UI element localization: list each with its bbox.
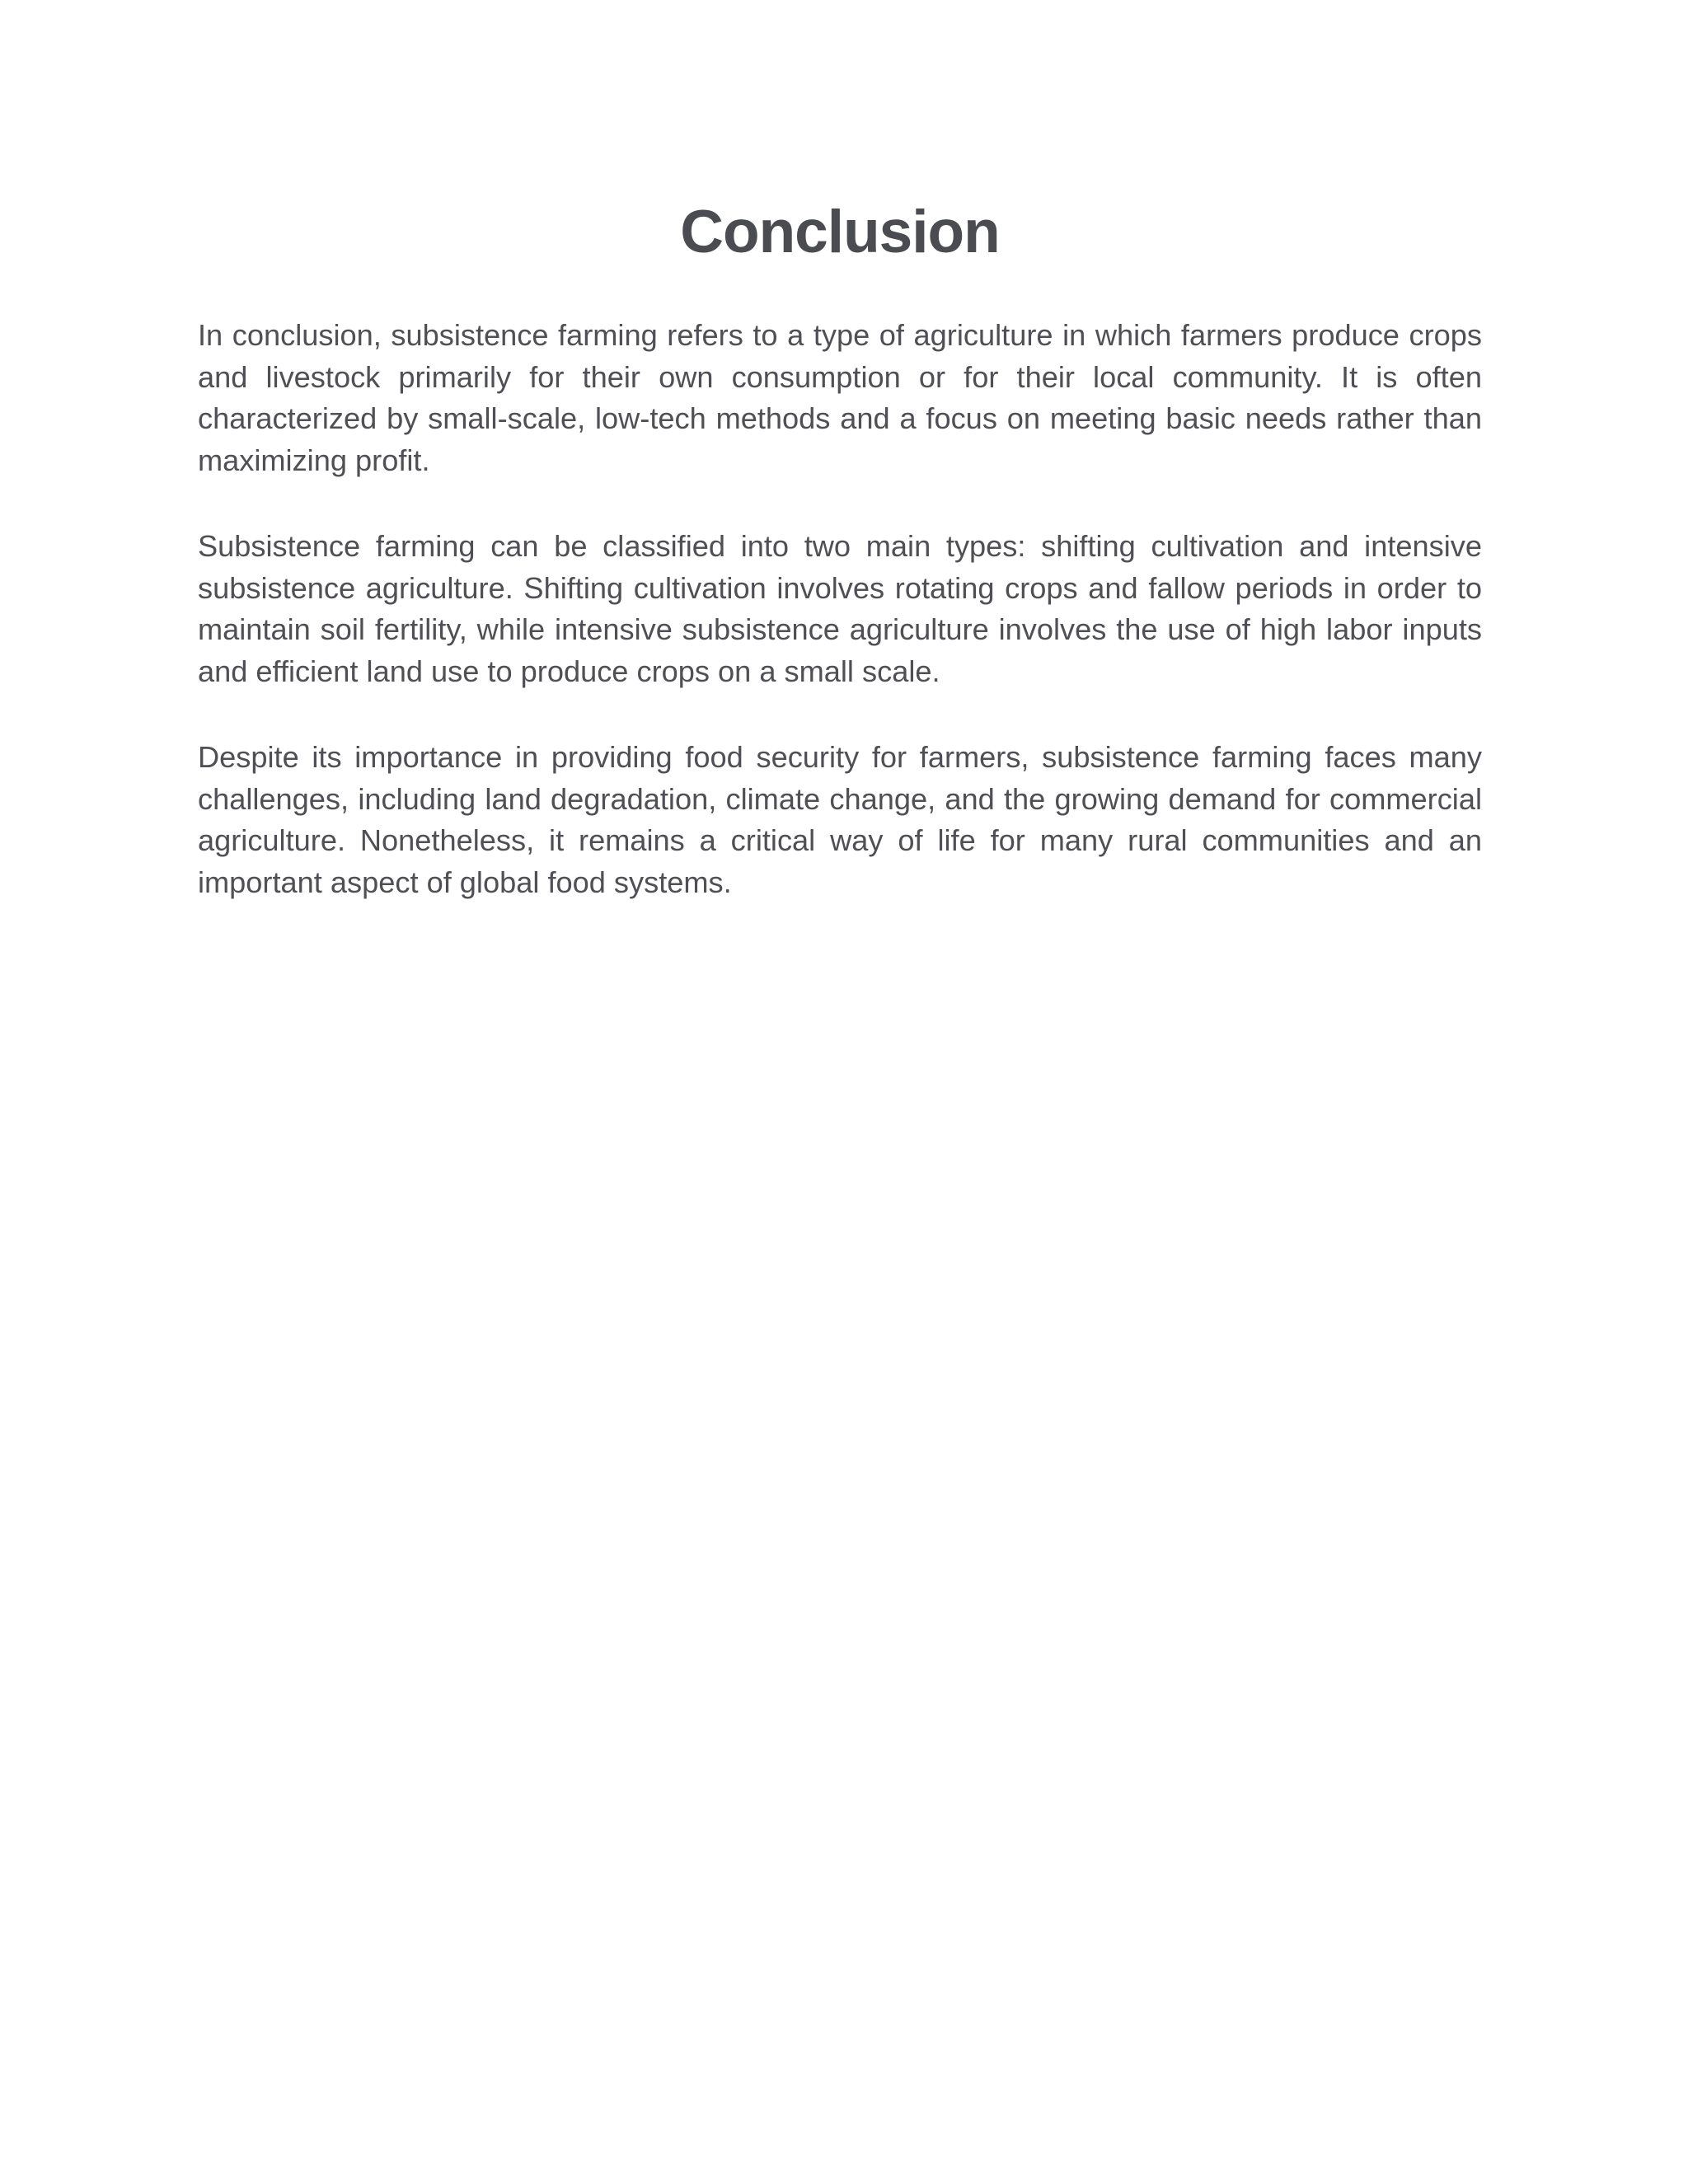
paragraph-definition: In conclusion, subsistence farming refers to a type of agriculture in which farmers produce crops and livestock primarily for their own consumption or for their local community. It is often characterized by small-scale, low-tech methods and a focus on meeting basic needs rather than maximizing profit. (198, 318, 1482, 477)
page-title: Conclusion (680, 199, 1000, 265)
document-content (198, 190, 1482, 948)
paragraph-challenges: Despite its importance in providing food security for farmers, subsistence farming faces many challenges, including land degradation, climate change, and the growing demand for commercial agriculture. Nonetheless, it remains a critical way of life for many rural communities and an important aspect of global food systems. (198, 740, 1482, 899)
paragraph-types: Subsistence farming can be classified into two main types: shifting cultivation and intensive subsistence agriculture. Shifting cultivation involves rotating crops and fallow periods in order to maintain soil fertility, while intensive subsistence agriculture involves the use of high labor inputs and efficient land use to produce crops on a small scale. (198, 529, 1482, 688)
